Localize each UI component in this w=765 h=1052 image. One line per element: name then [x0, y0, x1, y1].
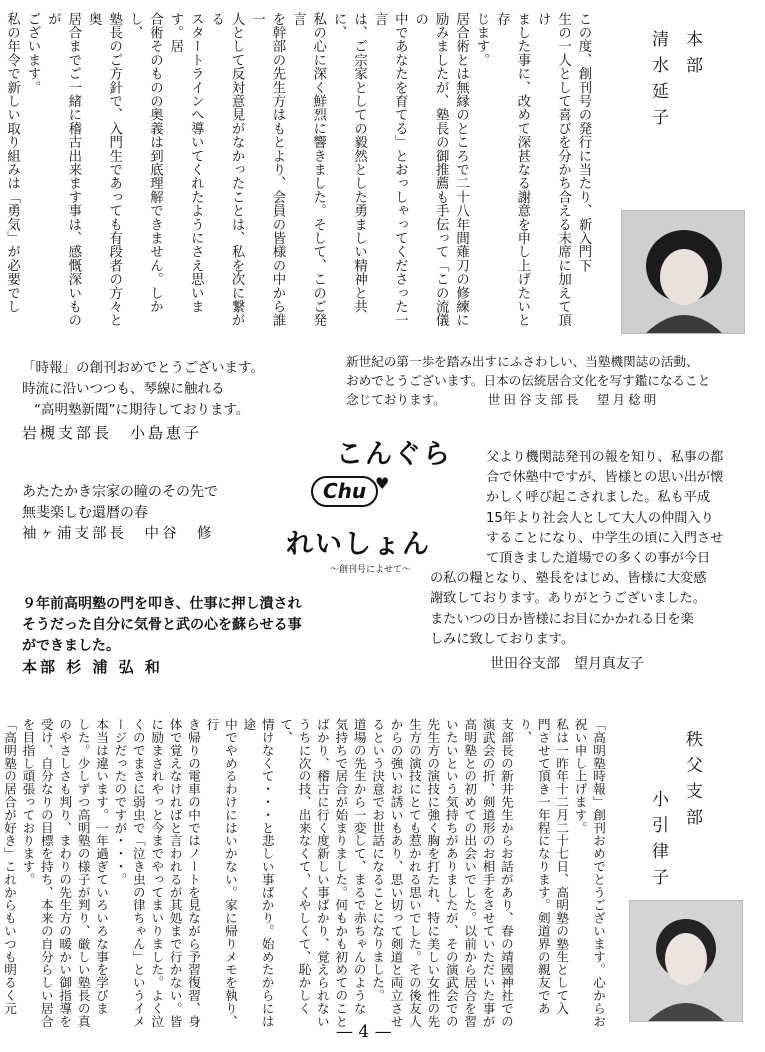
- message-sugiura: [22, 594, 302, 678]
- message-line: 謝致しております。ありがとうございました。: [430, 591, 706, 607]
- article-line: じます。: [473, 12, 489, 67]
- article-line: 居合までご一緒に稽古出来ます事は、感慨深いものが: [45, 12, 81, 328]
- title-congratulation: こんぐら: [336, 439, 452, 470]
- message-signature: 世田谷支部長 望月稔明: [487, 392, 660, 407]
- title-chu: [311, 476, 378, 507]
- article-line: 中でやめるわけにはいかない。家に帰りメモを執り、行: [204, 718, 238, 1028]
- message-signature: 岩槻支部長 小島恵子: [22, 424, 203, 442]
- article-line: は、ご宗家としての毅然とした勇ましい精神と共に、: [331, 12, 367, 314]
- message-line: おめでとうございます。日本の伝統居合文化を写す鑑になること: [346, 373, 711, 388]
- message-line: ができました。: [22, 638, 120, 654]
- article-line: ばかり、稽古に行く度新しい事ばかり、覚えられない: [314, 718, 330, 1028]
- top-author-photo: [621, 210, 745, 334]
- message-line: 時流に沿いつつも、琴線に触れる: [22, 381, 225, 397]
- article-line: 「高明塾の居合が好き」これからもいつも明るく元: [2, 718, 17, 1015]
- article-line: 先生方の演技に強く胸を打たれ、特に美しい女性の先: [425, 718, 441, 1028]
- message-line-with-signature: [346, 390, 710, 409]
- article-line: ージだったのですが・・・。: [112, 718, 128, 886]
- title-chu-text: Chu: [323, 479, 367, 503]
- article-line: 中であなたを育てる」とおっしゃってくださった一言: [371, 12, 408, 328]
- article-line: からの強いお誘いもあり、思い切って剣道と両立させ: [388, 718, 404, 1028]
- message-line: またいつの日か皆様にお目にかかれる日を楽: [430, 611, 694, 627]
- message-line: 合で休塾中ですが、皆様との思い出が懐: [486, 470, 724, 486]
- message-iwatsuki: [22, 358, 264, 444]
- article-line: 道場の先生から一変して、まるで赤ちゃんのような: [351, 718, 367, 1015]
- article-line: 支部長の新井先生からお話があり、春の靖國神社での: [498, 718, 514, 1028]
- message-line: 無斐楽しむ還暦の春: [22, 505, 148, 521]
- article-line: ございます。: [25, 12, 41, 95]
- message-line: て頂きました道場での多くの事が今日: [486, 551, 711, 567]
- article-line: 私の年令で新しい取り組みは「勇気」が必要でし: [4, 12, 20, 314]
- message-line: あたたかき宗家の瞳のその先で: [22, 484, 218, 500]
- article-line: 居合術とは無縁のところで二十八年間薙刀の修練に: [453, 12, 469, 328]
- message-signature: 本部 杉 浦 弘 和: [22, 658, 163, 676]
- article-line: いたいという気持ちがありましたが、その演武会での: [443, 718, 459, 1028]
- article-line: くのでまさに弱虫で「泣き虫の律ちゃん」というイメ: [130, 718, 146, 1028]
- top-article-org: 本部: [682, 30, 702, 82]
- article-line: き帰りの電車の中ではノートを見ながら予習復習、身: [186, 718, 202, 1028]
- message-line: することになり、中学生の頃に入門させ: [486, 530, 724, 546]
- bottom-author-photo: [629, 900, 743, 1022]
- article-line: この度、創刊号の発行に当たり、新入門下: [576, 12, 591, 273]
- message-line: 15年より社会人として大人の仲間入り: [486, 510, 714, 526]
- message-signature: 世田谷支部 望月真友子: [490, 656, 644, 673]
- title-subtitle: 〜創刊号によせて〜: [330, 565, 412, 575]
- article-line: 私は一昨年十二月二十七日、高明塾の塾生として入: [554, 718, 570, 1015]
- article-line: 本当は違います。一年過ぎていろいろな事を学びま: [94, 718, 110, 1015]
- message-line: 父より機関誌発刊の報を知り、私事の都: [486, 450, 724, 465]
- message-line: 新世紀の第一歩を踏み出すにふさわしい、当塾機関誌の活動、: [346, 354, 699, 369]
- article-line: 合術そのものの奥義は到底理解できません。しかし、: [127, 12, 163, 314]
- message-sodegaura: [22, 482, 218, 545]
- article-line: 私の心に深く鮮烈に響きました。そして、このご発言: [290, 12, 326, 328]
- message-setagaya-toshiaki: [346, 352, 710, 409]
- heart-icon: ♥: [375, 474, 390, 493]
- article-line: に励まされやっと今までやってまいりました。よく泣: [149, 718, 165, 1028]
- bottom-article-body: [2, 718, 607, 1034]
- article-line: 情けなくて・・・と悲しい事ばかり。始めたからには途: [241, 718, 275, 1028]
- message-line: そうだった自分に気骨と武の心を蘇らせる事: [22, 617, 302, 633]
- message-line: の私の糧となり、塾長をはじめ、皆様に大変感: [430, 571, 707, 587]
- article-line: 受け、自分なりの目標を持ち、本来の自分らしい居合: [38, 718, 54, 1028]
- message-setagaya-mayuko: [430, 448, 723, 674]
- top-article-body: [4, 12, 593, 334]
- article-line: を目指し頑張っております。: [20, 718, 36, 886]
- article-line: 「高明塾時報」創刊おめでとうございます。心からお: [591, 718, 606, 1028]
- article-line: した。少しずつ高明塾の様子が判り、厳しい塾長の真: [75, 718, 91, 1028]
- article-line: 高明塾との初めての出会いでした。以前から居合を習: [462, 718, 478, 1028]
- message-line: かしく呼び起こされました。私も平成: [486, 490, 711, 506]
- bottom-article-author: 小引律子: [648, 790, 668, 894]
- article-line: 演武会の折、剣道形のお相手をさせていただいた事が: [480, 718, 496, 1028]
- article-line: スタートラインへ導いてくれたようにさえ思います。居: [167, 12, 204, 314]
- article-line: 体で覚えなければと言われるが其処まで行かない。皆: [167, 718, 183, 1028]
- article-line: 励みましたが、塾長の御推薦も手伝って「この流儀の: [412, 12, 449, 328]
- article-line: 気持ちで居合が始まりました。何もかも初めてのこと: [333, 718, 349, 1028]
- article-line: を幹部の先生方はもとより、会員の皆様の中から誰一: [249, 12, 285, 328]
- portrait-image: [630, 901, 742, 1021]
- article-line: 塾長のご方針で、入門生であっても有段者の方々と奥: [86, 12, 122, 328]
- message-line: しみに致しております。: [430, 631, 575, 647]
- article-line: のやさしさも判り、まわりの先生方の暖かい御指導を: [57, 718, 73, 1028]
- bottom-article-org: 秩父支部: [682, 730, 702, 834]
- message-signature: 袖ヶ浦支部長 中谷 修: [22, 526, 215, 542]
- portrait-image: [622, 211, 744, 333]
- article-line: 人として反対意見がなかったことは、私を次に繋がる: [208, 12, 245, 328]
- title-relation: れいしょん: [286, 529, 431, 560]
- article-line: 生方の演技にとても惹かれる思いでした。その後友人: [406, 718, 422, 1028]
- article-line: 生の一人として喜びを分かち合える末席に加えて頂け: [535, 12, 571, 328]
- top-article-author: 清水延子: [648, 30, 668, 134]
- article-line: 門させて頂き一年程になります。剣道界の親友であり、: [517, 718, 551, 1015]
- article-line: るという決意でお世話になることになりました。: [370, 718, 386, 1002]
- article-line: ました事に、改めて深甚なる謝意を申し上げたいと存: [494, 12, 530, 328]
- message-line: 「時報」の創刊おめでとうございます。: [22, 360, 264, 376]
- message-line: 念じております。: [346, 392, 446, 407]
- message-line: ９年前高明塾の門を叩き、仕事に押し潰され: [22, 596, 302, 612]
- article-line: 祝い申し上げます。: [572, 718, 588, 835]
- article-line: うちに次の技、出来なくて、くやしくて、恥かしくて、: [278, 718, 312, 1015]
- page-number: — 4 —: [336, 1022, 392, 1042]
- message-line: “高明塾新聞”に期待しております。: [34, 402, 250, 418]
